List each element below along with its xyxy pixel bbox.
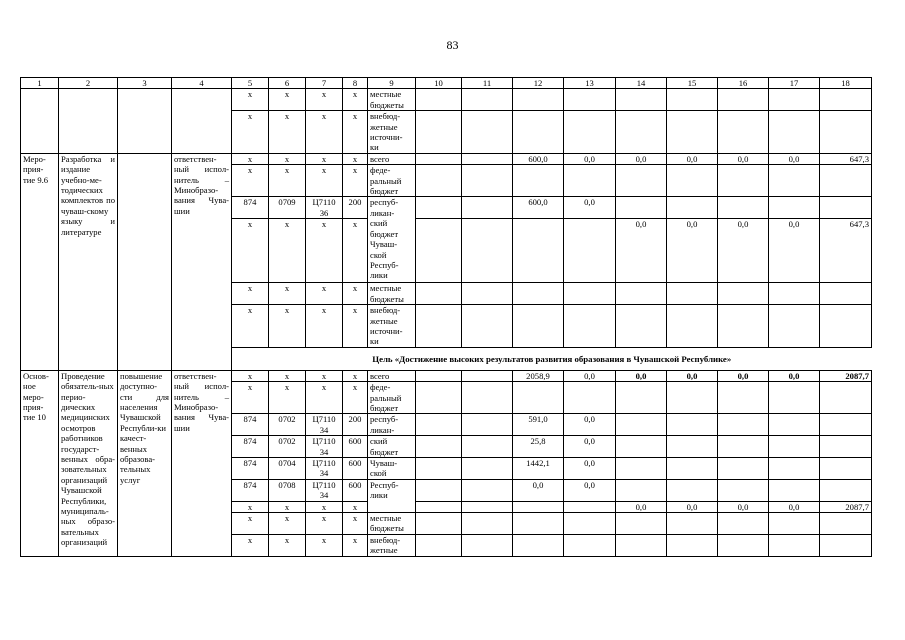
source-cell: всего	[368, 153, 416, 164]
column-number: 10	[416, 78, 462, 89]
value-cell: 2087,7	[820, 501, 872, 512]
goal-heading: Цель «Достижение высоких результатов развития образования в Чувашской Республике»	[232, 347, 872, 370]
csr-cell: Ц7110 34	[306, 457, 343, 479]
csr-cell: x	[306, 111, 343, 154]
vr-cell: x	[343, 382, 368, 414]
table-row	[21, 89, 872, 111]
rz-pr-cell: 0702	[269, 436, 306, 458]
indicator-cell	[118, 153, 172, 370]
vr-cell: x	[343, 165, 368, 197]
value-cell: 0,0	[718, 501, 769, 512]
gp-code-cell: x	[232, 165, 269, 197]
source-cell: феде- ральный бюджет	[368, 165, 416, 197]
vr-cell: x	[343, 153, 368, 164]
value-cell: 0,0	[513, 479, 564, 501]
value-cell: 0,0	[616, 501, 667, 512]
rz-pr-cell: x	[269, 283, 306, 305]
gp-code-cell: x	[232, 219, 269, 283]
rz-pr-cell: x	[269, 382, 306, 414]
value-cell: 0,0	[564, 197, 616, 219]
source-cell: ский бюджет	[368, 436, 416, 458]
value-cell: 0,0	[564, 457, 616, 479]
status-cell: Основ- ное меро- прия- тие 10	[21, 370, 59, 556]
gp-code-cell: x	[232, 534, 269, 556]
value-cell: 0,0	[667, 501, 718, 512]
vr-cell: x	[343, 501, 368, 512]
measure-name-cell: Проведение обязатель-ных перио-дических медицинских осмотров работников государст-венных обра-зовательных организаций Чувашской Республики, муниципаль-ных образо-вательных организаций	[59, 370, 118, 556]
csr-cell: Ц7110 34	[306, 436, 343, 458]
rz-pr-cell: x	[269, 370, 306, 381]
vr-cell: x	[343, 305, 368, 348]
csr-cell: x	[306, 534, 343, 556]
source-cell: Чуваш- ской	[368, 457, 416, 479]
rz-pr-cell: 0708	[269, 479, 306, 501]
column-number: 9	[368, 78, 416, 89]
csr-cell: x	[306, 382, 343, 414]
gp-code-cell: x	[232, 513, 269, 535]
column-number: 4	[172, 78, 232, 89]
column-number: 15	[667, 78, 718, 89]
vr-cell: 200	[343, 414, 368, 436]
value-cell: 0,0	[769, 501, 820, 512]
vr-cell: x	[343, 111, 368, 154]
gp-code-cell: 874	[232, 479, 269, 501]
csr-cell: x	[306, 219, 343, 283]
csr-cell: x	[306, 89, 343, 111]
gp-code-cell: 874	[232, 197, 269, 219]
budget-table	[20, 77, 872, 557]
indicator-cell	[118, 89, 172, 153]
vr-cell: x	[343, 370, 368, 381]
source-cell: феде- ральный бюджет	[368, 382, 416, 414]
value-cell: 0,0	[564, 436, 616, 458]
column-number: 13	[564, 78, 616, 89]
value-cell: 0,0	[718, 370, 769, 381]
value-cell: 0,0	[718, 153, 769, 164]
csr-cell: Ц7110 36	[306, 197, 343, 219]
vr-cell: x	[343, 513, 368, 535]
value-cell: 600,0	[513, 197, 564, 219]
value-cell: 1442,1	[513, 457, 564, 479]
gp-code-cell: x	[232, 305, 269, 348]
value-cell: 0,0	[564, 414, 616, 436]
value-cell: 0,0	[718, 219, 769, 283]
rz-pr-cell: x	[269, 501, 306, 512]
source-cell: всего	[368, 370, 416, 381]
value-cell: 647,3	[820, 153, 872, 164]
value-cell: 0,0	[564, 370, 616, 381]
indicator-cell: повышение доступно-сти для населения Чувашской Республи-ки качест-венных образова-тельных услуг	[118, 370, 172, 556]
column-number: 12	[513, 78, 564, 89]
vr-cell: 600	[343, 436, 368, 458]
gp-code-cell: x	[232, 89, 269, 111]
value-cell: 2087,7	[820, 370, 872, 381]
gp-code-cell: 874	[232, 436, 269, 458]
source-cell: внебюд- жетные	[368, 534, 416, 556]
value-cell: 25,8	[513, 436, 564, 458]
value-cell: 2058,9	[513, 370, 564, 381]
gp-code-cell: x	[232, 501, 269, 512]
page-number: 83	[446, 38, 459, 52]
column-number: 14	[616, 78, 667, 89]
column-number: 18	[820, 78, 872, 89]
column-number: 6	[269, 78, 306, 89]
source-cell: внебюд- жетные источни- ки	[368, 111, 416, 154]
measure-name-cell: Разработка и издание учебно-ме-тодических комплектов по чуваш-скому языку и литературе	[59, 153, 118, 370]
value-cell: 600,0	[513, 153, 564, 164]
rz-pr-cell: x	[269, 165, 306, 197]
column-number: 3	[118, 78, 172, 89]
gp-code-cell: x	[232, 382, 269, 414]
column-number: 16	[718, 78, 769, 89]
source-cell: Респуб- лики	[368, 479, 416, 512]
gp-code-cell: x	[232, 370, 269, 381]
value-cell: 0,0	[667, 370, 718, 381]
source-cell: респуб- ликан- ский бюджет Чуваш- ской Респуб- лики	[368, 197, 416, 283]
vr-cell: 200	[343, 197, 368, 219]
csr-cell: x	[306, 513, 343, 535]
column-number-row	[21, 78, 872, 89]
executor-cell: ответствен-ный испол-нитель – Минобразо-вания Чува-шии	[172, 370, 232, 556]
executor-cell	[172, 89, 232, 153]
source-cell: местные бюджеты	[368, 89, 416, 111]
column-number: 8	[343, 78, 368, 89]
column-number: 7	[306, 78, 343, 89]
value-cell: 0,0	[616, 153, 667, 164]
status-cell	[21, 89, 59, 153]
value-cell: 0,0	[564, 479, 616, 501]
source-cell: респуб- ликан-	[368, 414, 416, 436]
table-row	[21, 370, 872, 381]
rz-pr-cell: x	[269, 534, 306, 556]
value-cell: 647,3	[820, 219, 872, 283]
csr-cell: Ц7110 34	[306, 479, 343, 501]
column-number: 2	[59, 78, 118, 89]
vr-cell: 600	[343, 479, 368, 501]
value-cell: 0,0	[769, 153, 820, 164]
rz-pr-cell: x	[269, 513, 306, 535]
rz-pr-cell: x	[269, 111, 306, 154]
csr-cell: x	[306, 153, 343, 164]
gp-code-cell: x	[232, 111, 269, 154]
vr-cell: x	[343, 534, 368, 556]
gp-code-cell: x	[232, 153, 269, 164]
csr-cell: x	[306, 305, 343, 348]
rz-pr-cell: x	[269, 153, 306, 164]
measure-name-cell	[59, 89, 118, 153]
column-number: 1	[21, 78, 59, 89]
table-row	[21, 153, 872, 164]
csr-cell: x	[306, 501, 343, 512]
value-cell: 0,0	[769, 219, 820, 283]
rz-pr-cell: x	[269, 89, 306, 111]
gp-code-cell: 874	[232, 457, 269, 479]
rz-pr-cell: 0702	[269, 414, 306, 436]
csr-cell: x	[306, 370, 343, 381]
rz-pr-cell: x	[269, 219, 306, 283]
value-cell: 0,0	[564, 153, 616, 164]
source-cell: внебюд- жетные источни- ки	[368, 305, 416, 348]
vr-cell: x	[343, 283, 368, 305]
value-cell: 591,0	[513, 414, 564, 436]
gp-code-cell: 874	[232, 414, 269, 436]
csr-cell: Ц7110 34	[306, 414, 343, 436]
value-cell: 0,0	[616, 219, 667, 283]
rz-pr-cell: x	[269, 305, 306, 348]
vr-cell: 600	[343, 457, 368, 479]
column-number: 11	[462, 78, 513, 89]
source-cell: местные бюджеты	[368, 283, 416, 305]
gp-code-cell: x	[232, 283, 269, 305]
executor-cell: ответствен-ный испол-нитель – Минобразо-вания Чува-шии	[172, 153, 232, 370]
status-cell: Меро- прия- тие 9.6	[21, 153, 59, 370]
column-number: 17	[769, 78, 820, 89]
value-cell: 0,0	[616, 370, 667, 381]
vr-cell: x	[343, 89, 368, 111]
csr-cell: x	[306, 165, 343, 197]
rz-pr-cell: 0704	[269, 457, 306, 479]
vr-cell: x	[343, 219, 368, 283]
value-cell: 0,0	[667, 219, 718, 283]
csr-cell: x	[306, 283, 343, 305]
rz-pr-cell: 0709	[269, 197, 306, 219]
value-cell: 0,0	[667, 153, 718, 164]
source-cell: местные бюджеты	[368, 513, 416, 535]
value-cell: 0,0	[769, 370, 820, 381]
column-number: 5	[232, 78, 269, 89]
